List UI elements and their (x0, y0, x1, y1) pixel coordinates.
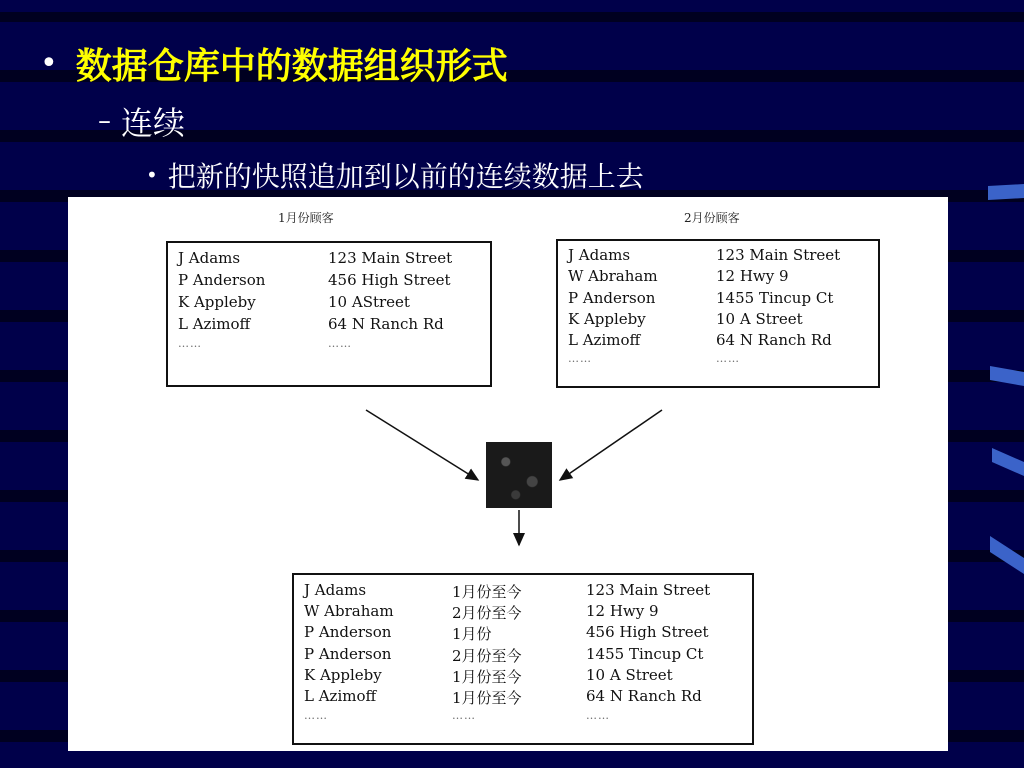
box1-address: 456 High Street (328, 271, 451, 289)
box2-name: P Anderson (568, 289, 656, 307)
box2-address: 64 N Ranch Rd (716, 331, 832, 349)
box3-name: K Appleby (304, 666, 382, 684)
box3-name: J Adams (304, 581, 367, 599)
box2-name: L Azimoff (568, 331, 641, 349)
box3-address: 123 Main Street (586, 581, 711, 599)
bullet-point (146, 155, 644, 195)
box2-name: K Appleby (568, 310, 646, 328)
box3-continuous-customers (292, 573, 754, 745)
box3-period: 1月份至今 (452, 668, 522, 686)
box1-name: P Anderson (178, 271, 266, 289)
arrow-from-box1 (366, 410, 478, 480)
box3-period: 2月份至今 (452, 647, 522, 665)
box2-address: 123 Main Street (716, 246, 841, 264)
box1-ellipsis: …… (328, 337, 352, 350)
merge-process-icon (486, 442, 552, 508)
box1-ellipsis: …… (178, 337, 202, 350)
box1-address: 10 AStreet (328, 293, 410, 311)
subheading-text: 连续 (121, 104, 186, 142)
box3-address: 12 Hwy 9 (586, 602, 659, 620)
box3-address: 10 A Street (586, 666, 673, 684)
heading-bullet: • (40, 46, 58, 81)
box3-period: 2月份至今 (452, 604, 522, 622)
box3-period: 1月份至今 (452, 689, 522, 707)
box2-name: W Abraham (568, 267, 658, 285)
box1-address: 64 N Ranch Rd (328, 315, 444, 333)
point-text: 把新的快照追加到以前的连续数据上去 (167, 160, 644, 193)
box1-january-customers (166, 241, 492, 387)
box3-ellipsis: …… (304, 709, 328, 722)
box2-february-customers (556, 239, 880, 388)
box1-name: K Appleby (178, 293, 256, 311)
box2-ellipsis: …… (568, 352, 592, 365)
box3-address: 456 High Street (586, 623, 709, 641)
box3-period: 1月份 (452, 625, 492, 643)
box2-caption: 2月份顾客 (684, 211, 740, 225)
box3-period: 1月份至今 (452, 583, 522, 601)
box1-name: L Azimoff (178, 315, 251, 333)
box1-address: 123 Main Street (328, 249, 453, 267)
box1-caption: 1月份顾客 (278, 211, 334, 225)
box2-ellipsis: …… (716, 352, 740, 365)
box3-address: 64 N Ranch Rd (586, 687, 702, 705)
box2-address: 12 Hwy 9 (716, 267, 789, 285)
box3-address: 1455 Tincup Ct (586, 645, 704, 663)
box2-address: 10 A Street (716, 310, 803, 328)
box3-ellipsis: …… (586, 709, 610, 722)
box3-name: P Anderson (304, 645, 392, 663)
box2-address: 1455 Tincup Ct (716, 289, 834, 307)
diagram-figure (68, 197, 948, 751)
heading-text: 数据仓库中的数据组织形式 (75, 46, 508, 87)
box1-name: J Adams (178, 249, 241, 267)
box3-ellipsis: …… (452, 709, 476, 722)
box2-name: J Adams (568, 246, 631, 264)
subheading (98, 98, 185, 144)
box3-name: W Abraham (304, 602, 394, 620)
slide-heading (40, 38, 508, 89)
box3-name: P Anderson (304, 623, 392, 641)
subheading-dash: – (98, 106, 111, 136)
point-bullet: • (146, 163, 158, 187)
arrow-from-box2 (560, 410, 662, 480)
box3-name: L Azimoff (304, 687, 377, 705)
